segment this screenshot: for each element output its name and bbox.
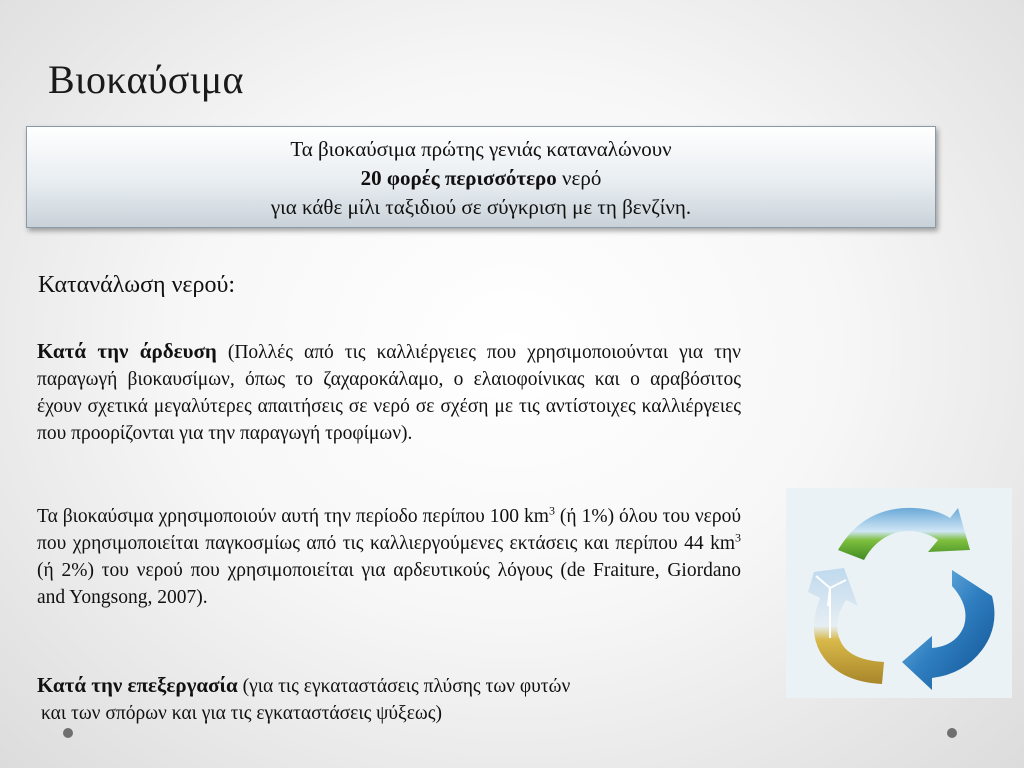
callout-line-1: Τα βιοκαύσιμα πρώτης γενιάς καταναλώνουν [290, 137, 672, 161]
usage-part-1: Τα βιοκαύσιμα χρησιμοποιούν αυτή την περίοδο περίπου 100 km [37, 506, 549, 527]
processing-paragraph [37, 672, 741, 727]
irrigation-text: (Πολλές από τις καλλιέργειες που χρησιμοποιούνται για την παραγωγή βιοκαυσίμων, όπως το ζαχαροκάλαμο, ο ελαιοφοίνικας και ο αραβόσιτος έχουν σχετικά μεγαλύτερες απαιτήσεις σε νερό σε σχέση με τις αντίστοιχες καλλιέργειες που προορίζονται για την παραγωγή τροφίμων). [37, 342, 741, 444]
recycle-arrow-left [808, 568, 884, 684]
callout-line-2-rest: νερό [556, 166, 602, 190]
callout-line-2 [27, 164, 935, 193]
decorative-dot-left [63, 728, 73, 738]
processing-line-2: και των σπόρων και για τις εγκαταστάσεις ψύξεως) [41, 703, 442, 724]
section-heading: Κατανάλωση νερού: [38, 272, 236, 298]
slide-title: Βιοκαύσιμα [48, 57, 244, 102]
recycle-image [786, 488, 1012, 698]
irrigation-label: Κατά την άρδευση [37, 339, 217, 363]
usage-paragraph [37, 503, 741, 611]
usage-sup-2: 3 [735, 530, 741, 545]
processing-line-1 [37, 672, 741, 700]
usage-part-3: (ή 2%) του νερού που χρησιμοποιείται για αρδευτικούς λόγους (de Fraiture, Giordano and Yongsong, 2007). [37, 560, 741, 608]
decorative-dot-right [947, 728, 957, 738]
recycle-arrow-right [902, 570, 994, 690]
processing-line-1-rest: (για τις εγκαταστάσεις πλύσης των φυτών [237, 676, 571, 697]
usage-sup-1: 3 [548, 503, 555, 518]
callout-emphasis: 20 φορές περισσότερο [360, 166, 557, 190]
irrigation-paragraph [37, 338, 741, 447]
recycle-arrow-top [838, 508, 970, 560]
recycle-nature-icon [786, 488, 1012, 698]
callout-line-3: για κάθε μίλι ταξιδιού σε σύγκριση με τη βενζίνη. [270, 195, 692, 219]
usage-part-2: (ή 1%) όλου του νερού που χρησιμοποιείται παγκοσμίως από τις καλλιεργούμενες εκτάσεις και περίπου 44 km [37, 506, 741, 554]
processing-label: Κατά την επεξεργασία [37, 673, 238, 697]
callout-box [26, 126, 936, 228]
